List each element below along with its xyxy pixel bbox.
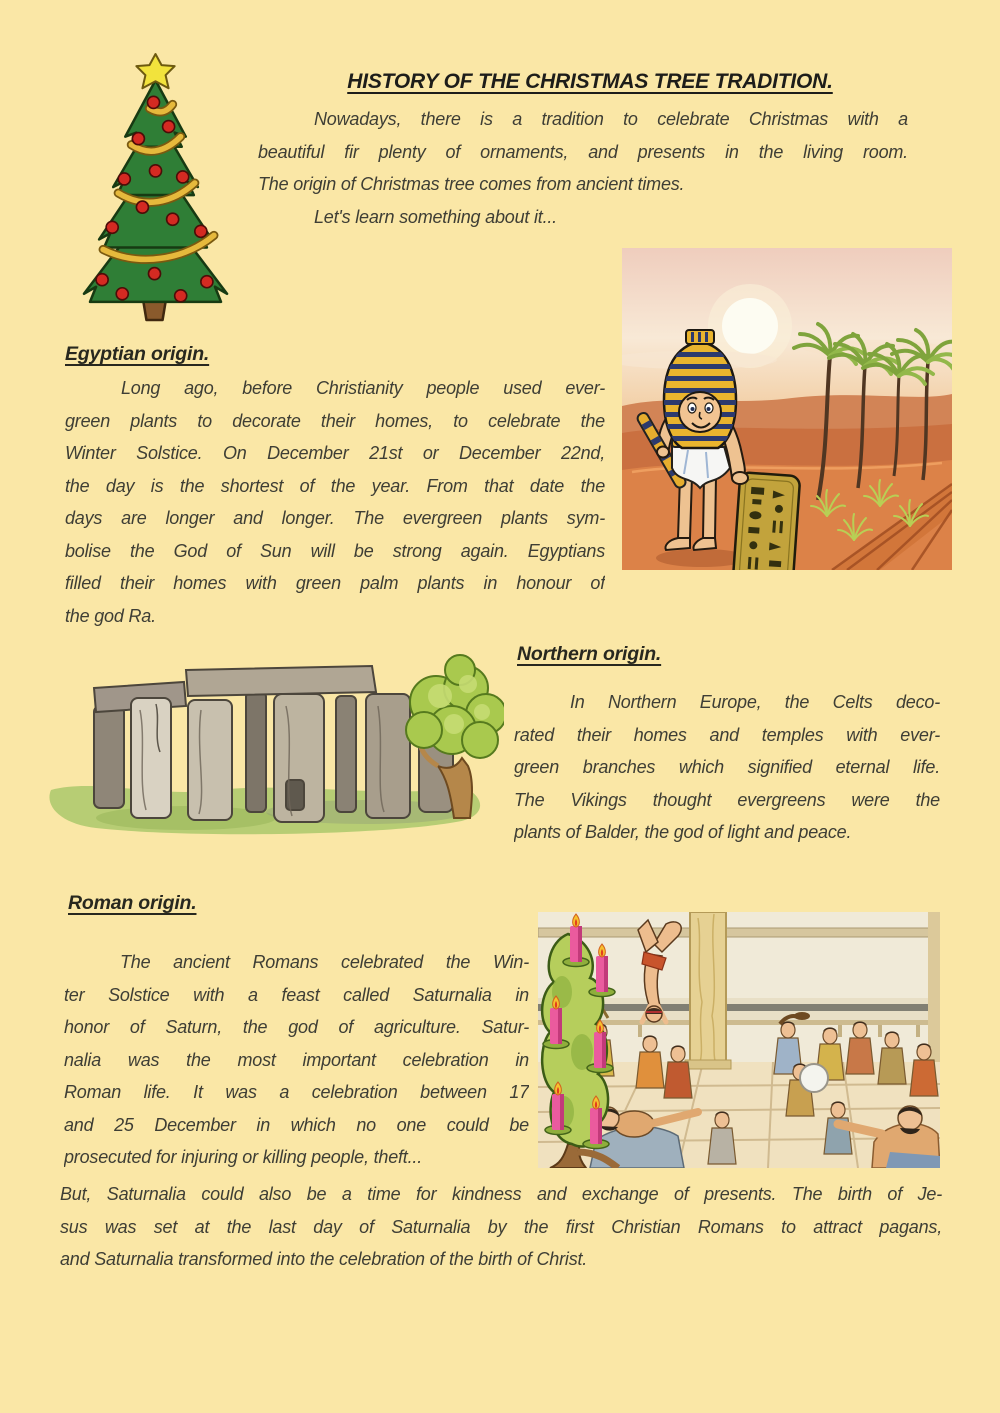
text-line: beautiful fir plenty of ornaments, and presents in the living room. [258, 141, 908, 162]
text-line: the god Ra. [65, 605, 156, 626]
stones [94, 666, 453, 822]
egyptian-origin-heading: Egyptian origin. [65, 343, 210, 365]
tree-crown [406, 655, 504, 758]
text-line: rated their homes and temples with ever- [514, 724, 940, 745]
roman-origin-heading: Roman origin. [68, 892, 197, 914]
text-line: nalia was the most important celebration in [64, 1049, 529, 1070]
text-line: filled their homes with green palm plants in honour of [65, 573, 605, 593]
northern-origin-heading: Northern origin. [517, 643, 662, 665]
text-line: green branches which signified eternal life. [514, 757, 940, 777]
text-line: The ancient Romans celebrated the Win- [120, 952, 529, 972]
text-line: Winter Solstice. On December 21st or December 22nd, [65, 443, 605, 463]
text-line: The origin of Christmas tree comes from ancient times. [258, 174, 685, 194]
text-line: bolise the God of Sun will be strong again. Egyptians [65, 540, 605, 561]
page-title: HISTORY OF THE CHRISTMAS TREE TRADITION. [347, 70, 833, 93]
architrave-beam [538, 928, 940, 937]
text-line: green plants to decorate their homes, to celebrate the [65, 410, 605, 431]
text-line: ter Solstice with a feast called Saturnalia in [64, 984, 529, 1005]
text-line: sus was set at the last day of Saturnalia by the first Christian Romans to attract pagans, [60, 1216, 942, 1237]
egyptian-paragraph [65, 372, 605, 632]
text-line: the day is the shortest of the year. From that date the [65, 475, 605, 496]
text-line: Long ago, before Christianity people used ever- [121, 378, 605, 398]
text-line: Roman life. It was a celebration between 17 [64, 1082, 529, 1102]
saturnalia-feast-image [538, 912, 940, 1168]
text-line: and 25 December in which no one could be [64, 1114, 529, 1135]
roman-paragraph [64, 946, 529, 1174]
right-pilaster [928, 912, 940, 1062]
christmas-tree-image [52, 50, 257, 322]
text-line: prosecuted for injuring or killing people, theft... [64, 1147, 423, 1167]
closing-paragraph [60, 1178, 942, 1276]
text-line: days are longer and longer. The evergreen plants sym- [65, 508, 605, 528]
white-disc [800, 1064, 828, 1092]
intro-paragraph [258, 103, 908, 233]
text-line: In Northern Europe, the Celts deco- [570, 692, 940, 712]
text-line: But, Saturnalia could also be a time for kindness and exchange of presents. The birth of Je- [60, 1184, 942, 1204]
hieroglyph-tablet [732, 472, 801, 570]
stonehenge-image [36, 640, 504, 840]
text-line: and Saturnalia transformed into the celebration of the birth of Christ. [60, 1249, 588, 1269]
sun [722, 298, 778, 354]
marble-column [690, 912, 726, 1064]
text-line: honor of Saturn, the god of agriculture. Satur- [64, 1017, 529, 1037]
egyptian-pharaoh-image [622, 248, 952, 570]
text-line: Nowadays, there is a tradition to celebrate Christmas with a [314, 109, 908, 129]
text-line: The Vikings thought evergreens were the [514, 789, 940, 810]
text-line: Let's learn something about it... [314, 206, 557, 227]
text-line: plants of Balder, the god of light and peace. [514, 822, 852, 842]
northern-paragraph [514, 686, 940, 849]
